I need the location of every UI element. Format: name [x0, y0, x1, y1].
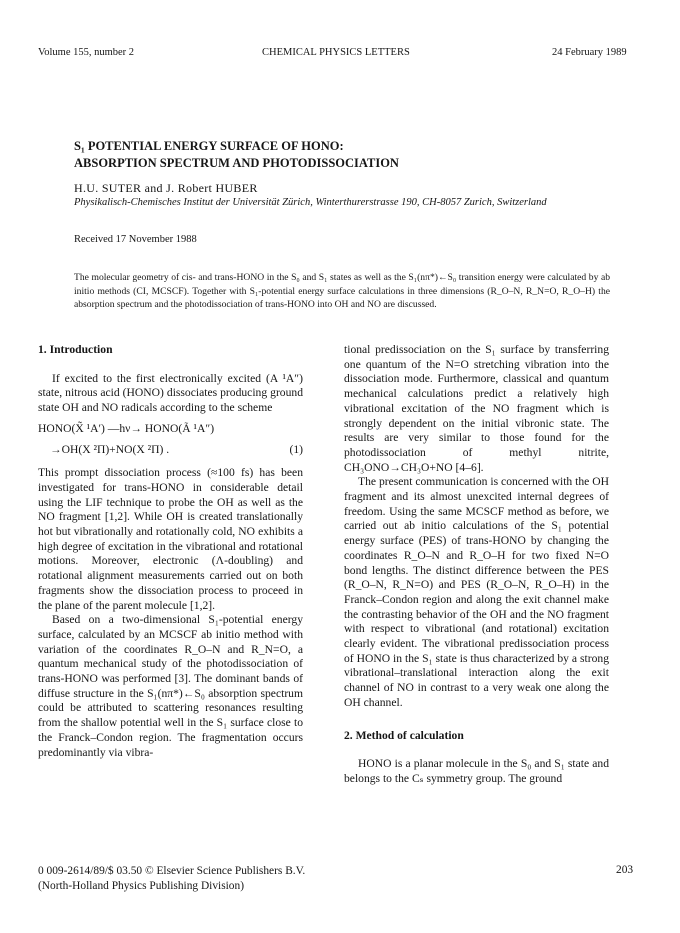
method-heading: 2. Method of calculation [344, 728, 464, 742]
running-header-volume: Volume 155, number 2 [38, 47, 135, 58]
paper-title [74, 138, 399, 172]
copyright-footer [38, 864, 305, 894]
page-number: 203 [616, 864, 634, 876]
right-column [344, 343, 609, 787]
equation-1-line-2 [38, 443, 303, 458]
abstract: The molecular geometry of cis- and trans-HONO in the S₀ and S₁ states as well as the S₁(nπ*)←S₀ transition energy were calculated by ab initio methods (CI, MCSCF). Together with S₁-potential energy surface calculations in three dimensions (R_O–N, R_N=O, R_O–H) the absorption spectrum and the photodissociation of trans-HONO into OH and NO are discussed. [74, 272, 610, 311]
intro-paragraph-3: Based on a two-dimensional S₁-potential energy surface, calculated by an MCSCF ab initio method with variation of the coordinates R_O–N and R_N=O, a quantum mechanical study of the photodissociation of trans-HONO was performed [3]. The dominant bands of diffuse structure in the S₁(nπ*)←S₀ absorption spectrum could be attributed to scattering resonances resulting from the shallow potential well in the S₁ surface close to the Franck–Condon region. The fragmentation occurs predominantly via vibra- [38, 613, 303, 759]
intro-heading: 1. Introduction [38, 343, 113, 356]
equation-1-line-1: HONO(X̃ ¹A′) —hν→ HONO(Ã ¹A″) [38, 421, 215, 435]
copyright-line-1: 0 009-2614/89/$ 03.50 © Elsevier Science Publishers B.V. [38, 865, 306, 877]
title-line-1: S₁ POTENTIAL ENERGY SURFACE OF HONO: [74, 139, 344, 153]
running-header-date: 24 February 1989 [552, 47, 627, 58]
running-header-journal: CHEMICAL PHYSICS LETTERS [262, 47, 410, 58]
received-date: Received 17 November 1988 [74, 234, 197, 245]
authors: H.U. SUTER and J. Robert HUBER [74, 181, 258, 195]
title-line-2: ABSORPTION SPECTRUM AND PHOTODISSOCIATION [74, 156, 399, 170]
intro-paragraph-2: This prompt dissociation process (≈100 fs) has been investigated for trans-HONO in considerable detail using the LIF technique to probe the OH as well as the NO fragment [1,2]. While OH is created translationally hot but vibrationally and rotationally cold, NO exhibits a high degree of excitation in the vibrational and rotational motions. Moreover, electronic (Λ-doubling) and rotational alignment measurements carried out on both fragments show the dissociation process to proceed in the plane of the parent molecule [1,2]. [38, 466, 303, 612]
affiliation: Physikalisch-Chemisches Institut der Universität Zürich, Winterthurerstrasse 190, CH-8057 Zurich, Switzerland [74, 197, 547, 208]
copyright-line-2: (North-Holland Physics Publishing Division) [38, 880, 244, 892]
intro-paragraph-3-continued: tional predissociation on the S₁ surface by transferring one quantum of the N=O stretching vibration into the dissociation mode. Furthermore, classical and quantum mechanical calculations predict a relatively high vibrational excitation of the NO fragment which is strongly dependent on the initial vibronic state. The results are very similar to those found for the photodissociation of methyl nitrite, CH₃ONO→CH₃O+NO [4–6]. [344, 343, 609, 474]
equation-1-number: (1) [289, 442, 303, 456]
intro-paragraph-4: The present communication is concerned with the OH fragment and its almost unexcited internal degrees of freedom. Using the same MCSCF method as before, we carried out ab initio calculations of the S₁ potential energy surface (PES) of trans-HONO by changing the coordinates R_O–N and R_O–H for two fixed N=O bond lengths. The distinct difference between the PES (R_O–N, R_N=O) and PES (R_O–N, R_O–H) in the Franck–Condon region and along the exit channel make the contrasting behavior of the OH and the NO fragment with respect to vibrational (and rotational) excitation clearly evident. The vibrational predissociation process of HONO in the S₁ state is thus characterized by a strong vibrational–translational interaction along the exit channel of NO in contrast to a very weak one along the OH channel. [344, 475, 609, 709]
intro-paragraph-1: If excited to the first electronically excited (A ¹A″) state, nitrous acid (HONO) dissociates producing ground state OH and NO radicals according to the scheme [38, 371, 303, 415]
equation-1-rhs: →OH(X ²Π)+NO(X ²Π) . [50, 442, 170, 456]
method-paragraph-1: HONO is a planar molecule in the S₀ and S₁ state and belongs to the Cₛ symmetry group. The ground [344, 757, 609, 785]
left-column [38, 343, 303, 760]
